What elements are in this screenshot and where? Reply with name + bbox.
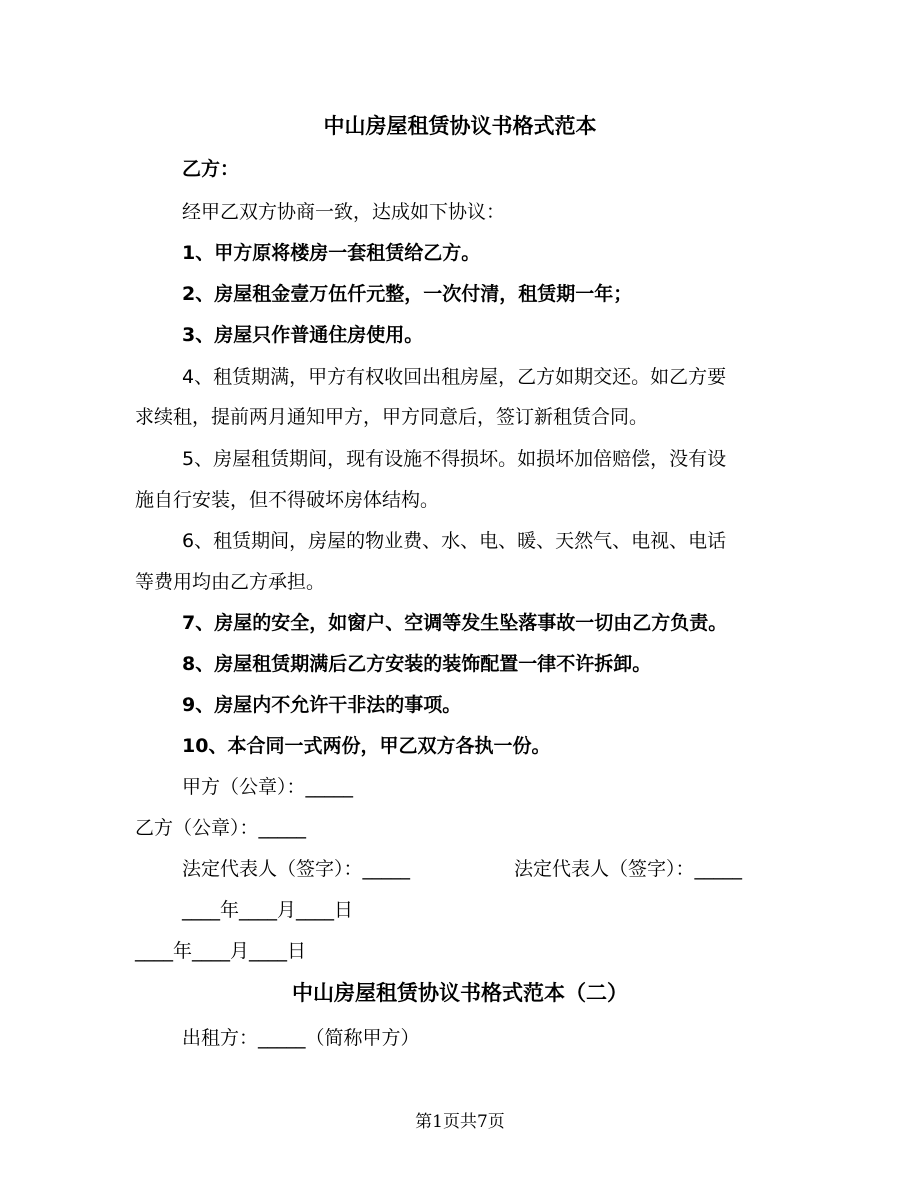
page-number-footer: 第1页共7页 <box>415 1112 505 1132</box>
party-b-representative-line: 法定代表人（签字）：_____ <box>514 858 743 880</box>
clause-5-line-2: 施自行安装，但不得破坏房体结构。 <box>135 489 440 511</box>
clause-10: 10、本合同一式两份，甲乙双方各执一份。 <box>182 735 551 757</box>
party-a-date-line: ____年____月____日 <box>182 899 354 921</box>
party-b-date-line: ____年____月____日 <box>135 940 307 962</box>
clause-3: 3、房屋只作普通住房使用。 <box>182 324 424 346</box>
clause-8: 8、房屋租赁期满后乙方安装的装饰配置一律不许拆卸。 <box>182 653 652 675</box>
clause-6-line-1: 6、租赁期间，房屋的物业费、水、电、暖、天然气、电视、电话 <box>182 530 727 552</box>
intro-text: 经甲乙双方协商一致，达成如下协议： <box>182 201 506 223</box>
party-a-seal-line: 甲方（公章）：_____ <box>182 776 354 798</box>
clause-2: 2、房屋租金壹万伍仟元整，一次付清，租赁期一年； <box>182 283 633 305</box>
second-document-title: 中山房屋租赁协议书格式范本（二） <box>292 981 628 1005</box>
clause-9: 9、房屋内不允许干非法的事项。 <box>182 694 462 716</box>
party-b-seal-line: 乙方（公章）：_____ <box>135 817 307 839</box>
clause-4-line-1: 4、租赁期满，甲方有权收回出租房屋，乙方如期交还。如乙方要 <box>182 366 727 388</box>
clause-1: 1、甲方原将楼房一套租赁给乙方。 <box>182 242 481 264</box>
lessor-line: 出租方：_____（简称甲方） <box>182 1027 420 1049</box>
document-title: 中山房屋租赁协议书格式范本 <box>323 114 597 138</box>
party-b-label: 乙方： <box>182 158 240 180</box>
party-a-representative-line: 法定代表人（签字）：_____ <box>182 858 411 880</box>
clause-7: 7、房屋的安全，如窗户、空调等发生坠落事故一切由乙方负责。 <box>182 612 728 634</box>
clause-4-line-2: 求续租，提前两月通知甲方，甲方同意后，签订新租赁合同。 <box>135 406 649 428</box>
clause-6-line-2: 等费用均由乙方承担。 <box>135 571 326 593</box>
clause-5-line-1: 5、房屋租赁期间，现有设施不得损坏。如损坏加倍赔偿，没有设 <box>182 448 727 470</box>
